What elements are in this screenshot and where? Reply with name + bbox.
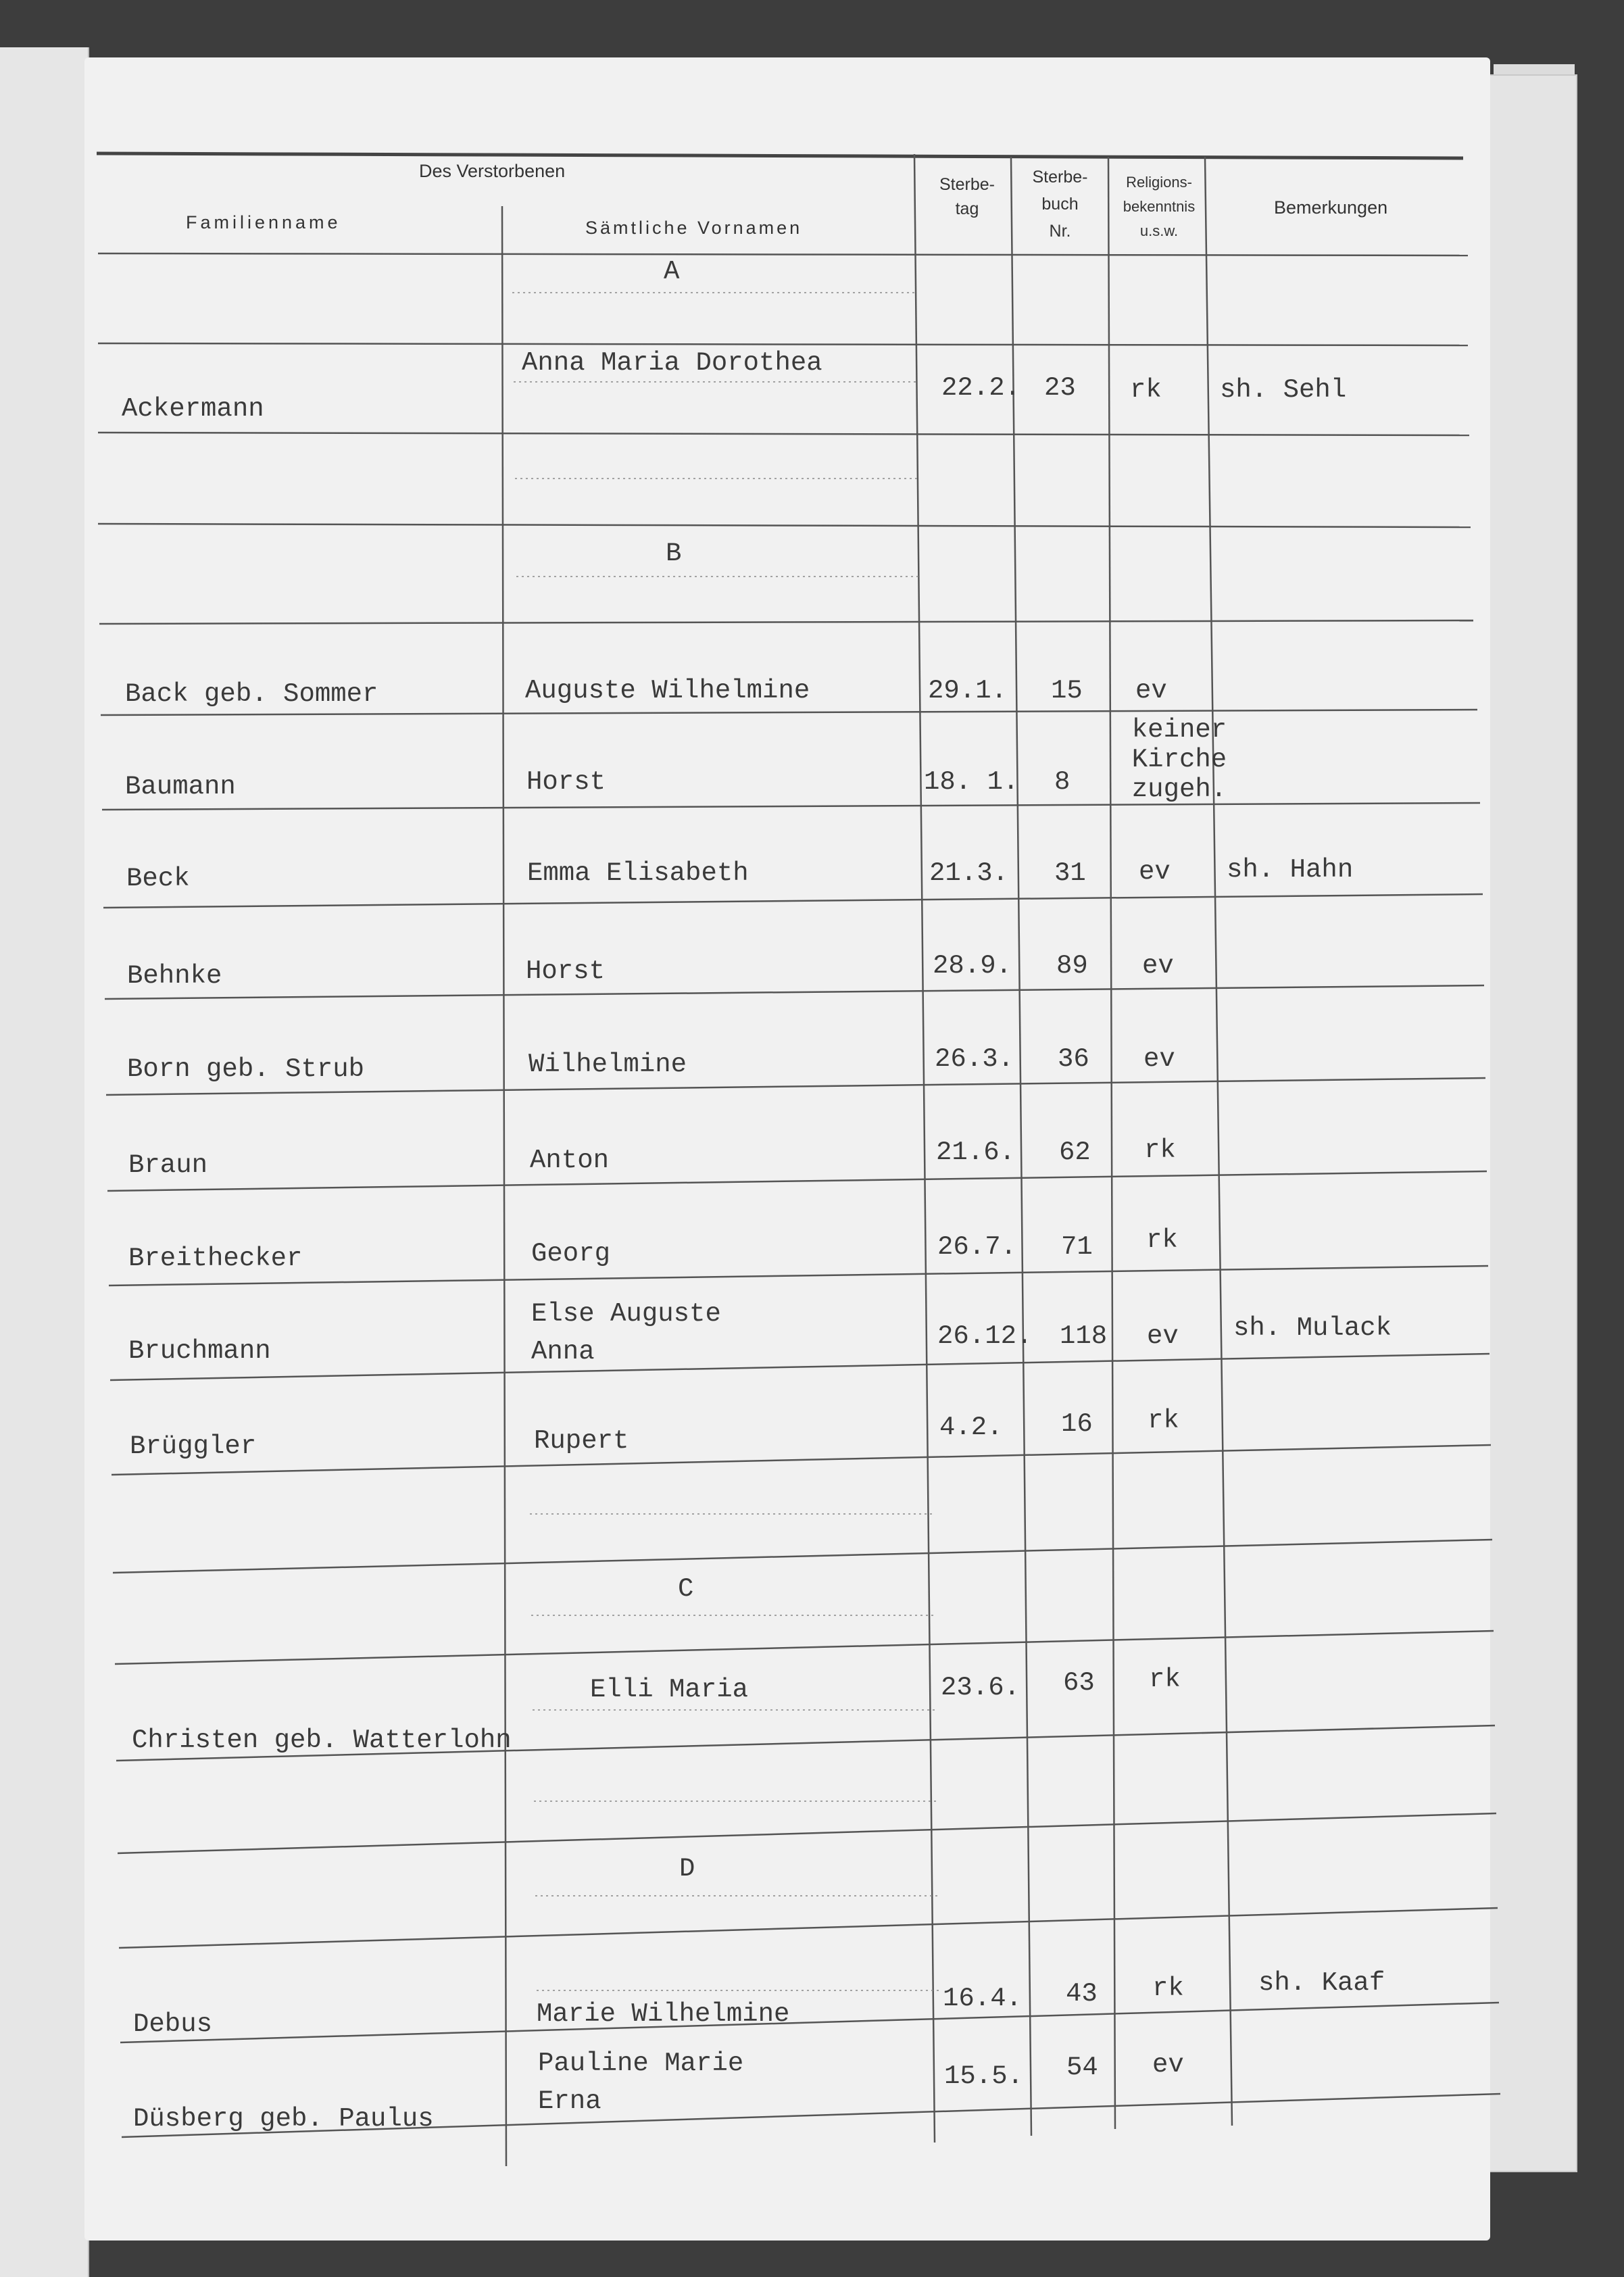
entry-family-name: Beck: [126, 864, 190, 893]
entry-given-names: Anton: [530, 1146, 610, 1175]
entry-religion: ev: [1143, 1044, 1175, 1074]
entry-remark: sh. Kaaf: [1258, 1968, 1385, 1998]
entry-religion: rk: [1130, 375, 1162, 405]
entry-death-day: 4.2.: [939, 1413, 1003, 1442]
entry-family-name: Düsberg geb. Paulus: [133, 2104, 434, 2134]
entry-family-name: Born geb. Strub: [127, 1054, 365, 1084]
entry-book-number: 54: [1066, 2053, 1098, 2082]
deceased-header: Des Verstorbenen: [419, 161, 566, 181]
section-letter-d: D: [679, 1854, 695, 1884]
death-book-header: Sterbe- buch Nr.: [1032, 168, 1088, 241]
entry-family-name: Ackermann: [122, 394, 264, 424]
entry-given-names: Wilhelmine: [528, 1050, 687, 1079]
entry-book-number: 89: [1056, 951, 1088, 981]
entry-given-names: Rupert: [534, 1426, 629, 1456]
entry-death-day: 15.5.: [944, 2061, 1024, 2091]
entry-book-number: 63: [1063, 1668, 1095, 1698]
entry-religion: ev: [1147, 1321, 1179, 1351]
entry-family-name: Christen geb. Watterlohn: [132, 1725, 512, 1755]
entry-death-day: 26.12.: [937, 1321, 1033, 1351]
entry-family-name: Baumann: [125, 772, 236, 802]
entry-religion: rk: [1152, 1974, 1184, 2003]
entry-book-number: 31: [1054, 858, 1086, 888]
entry-book-number: 16: [1061, 1409, 1093, 1439]
entry-given-names: Pauline Marie Erna: [538, 2049, 744, 2116]
entry-family-name: Debus: [133, 2009, 213, 2039]
entry-death-day: 21.6.: [936, 1137, 1016, 1167]
entry-book-number: 71: [1061, 1232, 1093, 1262]
entry-given-names: Auguste Wilhelmine: [525, 676, 810, 706]
section-letter-c: C: [678, 1574, 694, 1604]
entry-given-names: Anna Maria Dorothea: [522, 348, 822, 378]
entry-given-names: Georg: [531, 1239, 611, 1269]
entry-religion: keiner Kirche zugeh.: [1131, 715, 1227, 804]
section-letter-a: A: [664, 257, 680, 287]
death-day-header: Sterbe- tag: [939, 175, 995, 218]
entry-remark: sh. Hahn: [1227, 855, 1354, 885]
entry-book-number: 23: [1044, 373, 1076, 403]
section-letter-b: B: [666, 539, 682, 568]
entry-book-number: 8: [1054, 767, 1071, 797]
entry-book-number: 15: [1051, 676, 1083, 706]
entry-given-names: Horst: [526, 956, 606, 986]
entry-death-day: 26.7.: [937, 1232, 1017, 1262]
entry-given-names: Marie Wilhelmine: [537, 1999, 790, 2029]
entry-religion: ev: [1152, 2050, 1184, 2080]
remarks-header: Bemerkungen: [1274, 197, 1388, 218]
entry-family-name: Behnke: [127, 961, 222, 991]
entry-death-day: 26.3.: [935, 1044, 1014, 1074]
entry-book-number: 62: [1059, 1137, 1091, 1167]
religion-header: Religions- bekenntnis u.s.w.: [1123, 174, 1196, 239]
entry-family-name: Breithecker: [128, 1244, 303, 1273]
entry-family-name: Braun: [128, 1150, 208, 1180]
entry-given-names: Else Auguste Anna: [531, 1299, 721, 1367]
entry-death-day: 16.4.: [943, 1984, 1023, 2013]
entry-religion: ev: [1142, 951, 1174, 981]
entry-religion: rk: [1149, 1665, 1181, 1694]
entry-death-day: 28.9.: [933, 951, 1012, 981]
entry-book-number: 36: [1058, 1044, 1089, 1074]
entry-religion: rk: [1144, 1135, 1176, 1165]
entry-remark: sh. Sehl: [1220, 375, 1347, 405]
entry-death-day: 21.3.: [929, 858, 1009, 888]
entry-family-name: Brüggler: [130, 1431, 257, 1461]
entry-religion: rk: [1146, 1225, 1178, 1255]
entry-death-day: 22.2.: [941, 373, 1021, 403]
entry-death-day: 29.1.: [928, 676, 1008, 706]
entry-given-names: Horst: [526, 767, 606, 797]
entry-book-number: 118: [1060, 1321, 1108, 1351]
entry-religion: rk: [1148, 1406, 1179, 1436]
entry-death-day: 23.6.: [941, 1673, 1020, 1703]
entry-book-number: 43: [1066, 1979, 1098, 2009]
entry-family-name: Back geb. Sommer: [125, 679, 378, 709]
entry-given-names: Emma Elisabeth: [527, 858, 749, 888]
given-names-header: Sämtliche Vornamen: [585, 218, 803, 238]
family-name-header: Familienname: [186, 212, 341, 232]
entry-religion: ev: [1135, 676, 1167, 706]
entry-religion: ev: [1139, 857, 1171, 887]
entry-given-names: Elli Maria: [590, 1675, 749, 1705]
entry-family-name: Bruchmann: [128, 1336, 271, 1366]
entry-remark: sh. Mulack: [1233, 1313, 1392, 1343]
entry-death-day: 18. 1.: [924, 767, 1019, 797]
